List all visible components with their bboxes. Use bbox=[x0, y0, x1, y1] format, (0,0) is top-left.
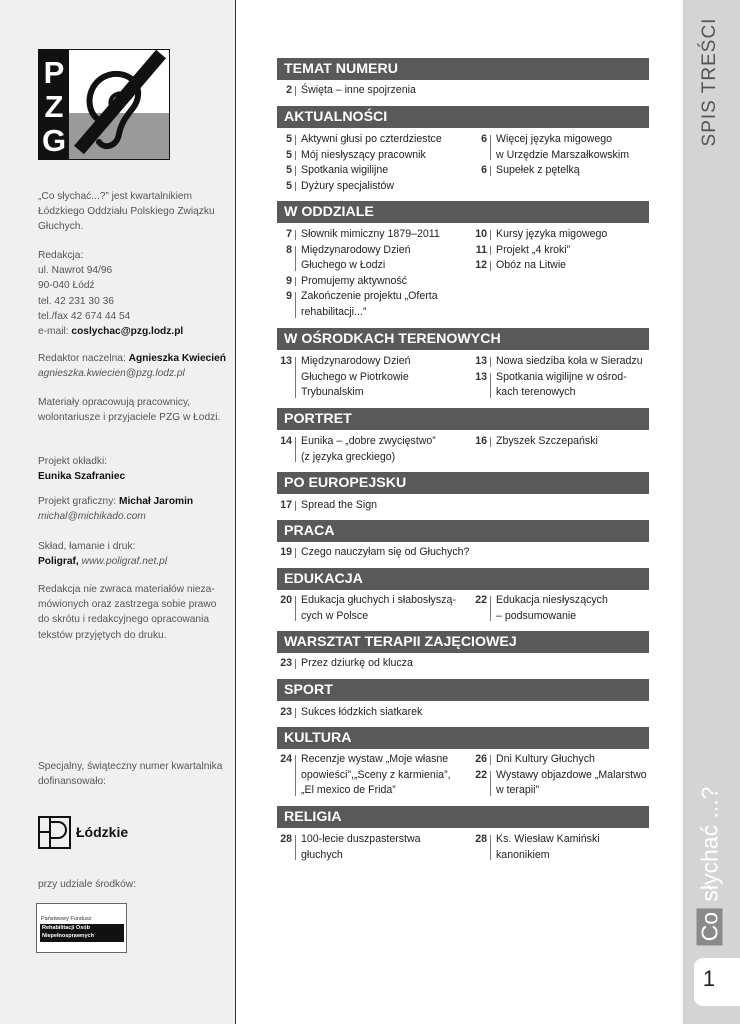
editorial-contact bbox=[38, 248, 228, 339]
toc-page: 14 bbox=[280, 435, 292, 447]
toc-entry[interactable] bbox=[277, 434, 473, 465]
toc-title: Czego nauczyłam się od Głuchych? bbox=[301, 546, 470, 558]
toc-entry[interactable] bbox=[472, 434, 648, 450]
toc-divider bbox=[295, 166, 296, 176]
toc-title: Spotkania wigilijne bbox=[301, 164, 389, 177]
toc-title: Międzynarodowy Dzień Głuchego w Łodzi bbox=[301, 243, 411, 272]
toc-page: 28 bbox=[280, 833, 292, 845]
toc-divider bbox=[490, 596, 491, 621]
toc-page: 6 bbox=[481, 133, 487, 145]
toc-section-header[interactable]: W OŚRODKACH TERENOWYCH bbox=[277, 328, 649, 350]
toc-divider bbox=[295, 230, 296, 240]
toc-divider bbox=[490, 835, 491, 860]
toc-page: 12 bbox=[475, 259, 487, 272]
pfron-band bbox=[40, 924, 124, 942]
toc-divider bbox=[295, 182, 296, 192]
toc-page: 10 bbox=[475, 228, 487, 240]
toc-entry[interactable] bbox=[277, 83, 473, 99]
toc-entry[interactable] bbox=[277, 289, 473, 320]
page-number-tab bbox=[694, 958, 740, 1006]
toc-entry[interactable] bbox=[472, 354, 648, 370]
redakcja-label: Redakcja: bbox=[38, 250, 84, 261]
toc-title: Sukces łódzkich siatkarek bbox=[301, 706, 423, 718]
toc-entry[interactable] bbox=[472, 132, 648, 163]
funding-text: Specjalny, świąteczny numer kwartalnika dofinansowało: bbox=[38, 761, 223, 788]
address-line-2: 90-040 Łódź bbox=[38, 280, 95, 292]
toc-title: Zbyszek Szczepański bbox=[496, 435, 598, 447]
toc-page: 5 bbox=[286, 133, 292, 145]
toc-entry[interactable] bbox=[277, 705, 473, 721]
toc-page: 20 bbox=[280, 594, 292, 606]
toc-title: Spotkania wigilijne w ośrod- kach terenowych bbox=[496, 370, 627, 399]
toc-page: 13 bbox=[475, 370, 487, 383]
toc-entry[interactable] bbox=[277, 243, 473, 274]
logo-letter-p: P bbox=[43, 55, 65, 90]
toc-divider bbox=[490, 437, 491, 447]
toc-section-header[interactable]: PRACA bbox=[277, 520, 649, 542]
pzg-logo bbox=[38, 49, 170, 160]
toc-divider bbox=[490, 135, 491, 160]
page-number: 1 bbox=[702, 966, 716, 991]
toc-entry[interactable] bbox=[277, 227, 473, 243]
toc-page: 13 bbox=[475, 355, 487, 367]
toc-entry[interactable] bbox=[277, 354, 473, 401]
toc-entry[interactable] bbox=[277, 752, 473, 799]
toc-title: Aktywni głusi po czterdziestce bbox=[301, 133, 442, 145]
toc-page: 16 bbox=[475, 435, 487, 447]
phone-number: tel. 42 231 30 36 bbox=[38, 295, 114, 307]
logo-letter-g: G bbox=[41, 123, 67, 158]
email-label: e-mail: bbox=[38, 326, 69, 338]
toc-divider bbox=[295, 292, 296, 317]
toc-divider bbox=[295, 596, 296, 621]
toc-divider bbox=[295, 357, 296, 398]
lodzkie-label: Łódzkie bbox=[76, 824, 129, 840]
toc-page: 11 bbox=[475, 243, 487, 256]
toc-divider bbox=[490, 771, 491, 796]
toc-entry[interactable] bbox=[472, 227, 648, 243]
ear-icon bbox=[69, 50, 170, 160]
email-address[interactable]: coslychac@pzg.lodz.pl bbox=[71, 326, 184, 338]
toc-page: 17 bbox=[280, 499, 292, 511]
toc-entry[interactable] bbox=[277, 179, 473, 195]
toc-entry[interactable] bbox=[277, 148, 473, 164]
toc-divider bbox=[295, 835, 296, 860]
toc-entry[interactable] bbox=[472, 593, 648, 624]
toc-page: 22 bbox=[475, 594, 487, 606]
toc-title: Obóz na Litwie bbox=[496, 259, 567, 272]
toc-page: 13 bbox=[280, 355, 292, 367]
magazine-title-vertical bbox=[697, 787, 724, 946]
toc-section-header[interactable]: WARSZTAT TERAPII ZAJĘCIOWEJ bbox=[277, 631, 649, 653]
toc-title: Mój niesłyszący pracownik bbox=[301, 148, 426, 161]
section-title-vertical: SPIS TREŚCI bbox=[699, 17, 720, 147]
toc-title: Kursy języka migowego bbox=[496, 228, 608, 240]
disclaimer-text: Redakcja nie zwraca materiałów nieza-mówionych oraz zastrzega sobie prawo do skrótu i redakcyjnego opracowania tekstów przyjętych do druku. bbox=[38, 584, 217, 641]
toc-title: Święta – inne spojrzenia bbox=[301, 84, 416, 96]
cover-credit bbox=[38, 454, 228, 484]
toc-entry[interactable] bbox=[277, 593, 473, 624]
toc-entry[interactable] bbox=[472, 370, 648, 401]
toc-entry[interactable] bbox=[277, 163, 473, 179]
toc-entry[interactable] bbox=[472, 768, 648, 799]
toc-entry[interactable] bbox=[472, 243, 648, 259]
toc-divider bbox=[295, 135, 296, 145]
toc-section-header[interactable]: RELIGIA bbox=[277, 806, 649, 828]
graphic-credit bbox=[38, 494, 228, 524]
toc-page: 28 bbox=[475, 833, 487, 845]
toc-title: Ks. Wiesław Kamiński kanonikiem bbox=[496, 833, 600, 861]
toc-title: 100-lecie duszpasterstwa głuchych bbox=[301, 833, 421, 861]
magazine-title-co: Co bbox=[697, 908, 723, 945]
toc-divider bbox=[295, 501, 296, 511]
toc-page: 5 bbox=[286, 164, 292, 177]
toc-title: Eunika – „dobre zwycięstwo” (z języka greckiego) bbox=[301, 435, 436, 463]
pzg-letters bbox=[39, 50, 69, 159]
toc-title: Dyżury specjalistów bbox=[301, 179, 395, 192]
toc-page: 5 bbox=[286, 179, 292, 192]
toc-divider bbox=[295, 151, 296, 161]
toc-divider bbox=[490, 755, 491, 765]
toc-entry[interactable] bbox=[277, 498, 473, 514]
toc-page: 7 bbox=[286, 228, 292, 240]
toc-page: 19 bbox=[280, 546, 292, 558]
pfron-logo bbox=[36, 903, 127, 953]
toc-entry[interactable] bbox=[472, 832, 648, 863]
toc-page: 22 bbox=[475, 768, 487, 781]
toc-title: Promujemy aktywność bbox=[301, 274, 407, 287]
materials-text: Materiały opracowują pracownicy, wolontariusze i przyjaciele PZG w Łodzi. bbox=[38, 397, 221, 424]
toc-title: Edukacja niesłyszących – podsumowanie bbox=[496, 594, 608, 622]
toc-divider bbox=[295, 708, 296, 718]
toc-entry[interactable] bbox=[277, 832, 473, 863]
toc-divider bbox=[295, 755, 296, 796]
toc-title: Spread the Sign bbox=[301, 499, 377, 511]
toc-entry[interactable] bbox=[472, 258, 648, 274]
toc-section-header[interactable]: AKTUALNOŚCI bbox=[277, 106, 649, 128]
toc-section-header[interactable]: PO EUROPEJSKU bbox=[277, 472, 649, 494]
toc-divider bbox=[295, 86, 296, 96]
fax-number: tel./fax 42 674 44 54 bbox=[38, 310, 131, 322]
toc-entry[interactable] bbox=[277, 656, 473, 672]
editor-name: Agnieszka Kwiecień bbox=[128, 353, 227, 364]
toc-entry[interactable] bbox=[277, 132, 473, 148]
toc-section-header[interactable]: SPORT bbox=[277, 679, 649, 701]
toc-divider bbox=[490, 230, 491, 240]
print-name: Poligraf, bbox=[38, 556, 79, 568]
toc-title: Projekt „4 kroki” bbox=[496, 243, 571, 256]
toc-page: 23 bbox=[280, 657, 292, 669]
lodzkie-mark-icon bbox=[38, 816, 71, 849]
editor-in-chief bbox=[38, 351, 228, 381]
toc-divider bbox=[295, 659, 296, 669]
address-line-1: ul. Nawrot 94/96 bbox=[38, 265, 113, 277]
toc-title: Słownik mimiczny 1879–2011 bbox=[301, 228, 440, 240]
toc-divider bbox=[490, 373, 491, 398]
print-credit bbox=[38, 539, 228, 569]
toc-divider bbox=[490, 166, 491, 176]
print-website[interactable]: www.poligraf.net.pl bbox=[81, 556, 168, 568]
magazine-title-rest: słychać ...? bbox=[696, 786, 723, 909]
toc-divider bbox=[490, 246, 491, 256]
toc-divider bbox=[295, 437, 296, 462]
logo-letter-z: Z bbox=[44, 89, 64, 124]
cover-label: Projekt okładki: bbox=[38, 456, 108, 467]
pfron-line-3: Niepełnosprawnych bbox=[42, 933, 94, 939]
editor-email[interactable]: agnieszka.kwiecien@pzg.lodz.pl bbox=[38, 368, 185, 380]
toc-page: 26 bbox=[475, 753, 487, 765]
toc-title: Więcej języka migowego w Urzędzie Marszałkowskim bbox=[496, 133, 630, 161]
toc-divider bbox=[295, 246, 296, 271]
toc-title: Międzynarodowy Dzień Głuchego w Piotrkowie Trybunalskim bbox=[301, 355, 411, 399]
toc-entry[interactable] bbox=[277, 545, 537, 561]
toc-title: Zakończenie projektu „Oferta rehabilitacji...” bbox=[301, 290, 438, 318]
toc-page: 5 bbox=[286, 148, 292, 161]
graphic-email[interactable]: michal@michikado.com bbox=[38, 511, 146, 523]
pfron-line-1: Państwowy Fundusz bbox=[41, 916, 92, 922]
editor-label: Redaktor naczelna: bbox=[38, 353, 126, 364]
toc-divider bbox=[295, 548, 296, 558]
toc-page: 9 bbox=[286, 274, 292, 287]
toc-entry[interactable] bbox=[277, 274, 473, 290]
toc-page: 9 bbox=[286, 290, 292, 303]
toc-entry[interactable] bbox=[472, 752, 648, 768]
toc-title: Supełek z pętelką bbox=[496, 164, 580, 177]
toc-title: Wystawy objazdowe „Malarstwo w terapii” bbox=[496, 768, 647, 797]
toc-title: Edukacja głuchych i słabosłyszą- cych w Polsce bbox=[301, 594, 456, 622]
toc-entry[interactable] bbox=[472, 163, 648, 179]
graphic-label: Projekt graficzny: bbox=[38, 496, 117, 507]
pfron-line-2: Rehabilitacji Osób bbox=[42, 925, 90, 931]
toc-title: Nowa siedziba koła w Sieradzu bbox=[496, 355, 643, 367]
toc-divider bbox=[295, 277, 296, 287]
toc-divider bbox=[490, 357, 491, 367]
toc-title: Recenzje wystaw „Moje własne opowieści”,„Sceny z karmienia”, „El mexico de Frida” bbox=[301, 753, 451, 797]
masthead-column bbox=[0, 0, 236, 1024]
toc-page: 23 bbox=[280, 706, 292, 718]
toc-divider bbox=[490, 261, 491, 271]
toc-section-header[interactable]: EDUKACJA bbox=[277, 568, 649, 590]
toc-page: 24 bbox=[280, 753, 292, 765]
toc-page: 8 bbox=[286, 243, 292, 256]
graphic-name: Michał Jaromin bbox=[118, 496, 194, 507]
toc-section-header[interactable]: KULTURA bbox=[277, 727, 649, 749]
toc-title: Dni Kultury Głuchych bbox=[496, 753, 595, 765]
toc-title: Przez dziurkę od klucza bbox=[301, 657, 413, 669]
intro-text: „Co słychać...?” jest kwartalnikiem Łódzkiego Oddziału Polskiego Związku Głuchych. bbox=[38, 191, 215, 233]
toc-page: 6 bbox=[481, 164, 487, 177]
toc-section-header[interactable]: W ODDZIALE bbox=[277, 201, 649, 223]
print-label: Skład, łamanie i druk: bbox=[38, 541, 136, 552]
toc-section-header[interactable]: TEMAT NUMERU bbox=[277, 58, 649, 80]
funding-text-2: przy udziale środków: bbox=[38, 879, 136, 890]
cover-name: Eunika Szafraniec bbox=[38, 471, 126, 483]
toc-section-header[interactable]: PORTRET bbox=[277, 408, 649, 430]
toc-page: 2 bbox=[286, 84, 292, 96]
